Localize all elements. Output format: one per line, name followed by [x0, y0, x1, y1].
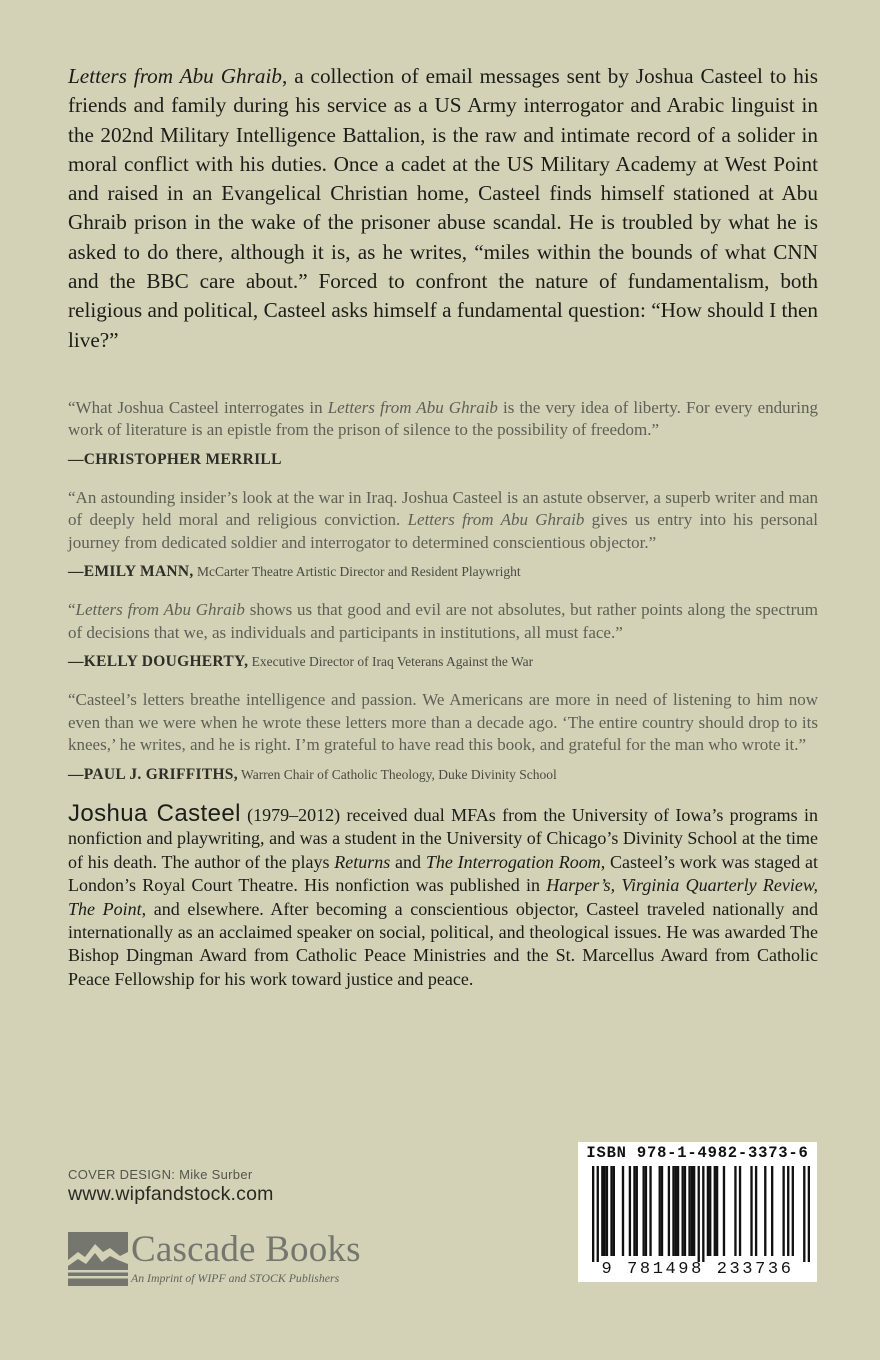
author-name: Joshua Casteel: [68, 799, 241, 827]
endorsements: [68, 397, 818, 784]
barcode-bar: [734, 1166, 736, 1256]
barcode-bar: [613, 1166, 615, 1256]
cover-design-credit: COVER DESIGN: Mike Surber: [68, 1167, 253, 1182]
barcode-bar: [659, 1166, 661, 1256]
barcode-bar: [642, 1166, 644, 1256]
barcode-bar: [675, 1166, 677, 1256]
barcode-bar: [610, 1166, 612, 1256]
barcode-bar: [698, 1166, 700, 1262]
endorsement-attribution: —CHRISTOPHER MERRILL: [68, 450, 282, 468]
barcode-bar: [597, 1166, 599, 1262]
back-cover-content: [68, 62, 818, 991]
endorsement-attribution: —PAUL J. GRIFFITHS, Warren Chair of Catholic Theology, Duke Divinity School: [68, 765, 557, 783]
barcode-bar: [782, 1166, 784, 1256]
barcode-bar: [603, 1166, 605, 1256]
barcode-bar: [661, 1166, 663, 1256]
barcode-bar: [803, 1166, 805, 1262]
barcode-bar: [601, 1166, 603, 1256]
mountain-logo-icon: [68, 1232, 128, 1286]
isbn-barcode-block: [578, 1142, 817, 1282]
barcode-bar: [764, 1166, 766, 1256]
barcode: [592, 1166, 810, 1262]
barcode-bar: [716, 1166, 718, 1256]
barcode-bar: [649, 1166, 651, 1256]
barcode-bar: [681, 1166, 683, 1256]
blurb-title: Letters from Abu Ghraib: [68, 64, 282, 88]
barcode-bar: [750, 1166, 752, 1256]
barcode-bar: [693, 1166, 695, 1256]
barcode-bar: [709, 1166, 711, 1256]
author-bio: Joshua Casteel (1979–2012) received dual MFAs from the University of Iowa’s programs in nonfiction and playwriting, and was a student in the University of Chicago’s Divinity School at the time of his death. The author of the plays Returns and The Interrogation Room, Casteel’s work was staged at London’s Royal Court Theatre. His nonfiction was published in Harper’s, Virginia Quarterly Review, The Point, and elsewhere. After becoming a conscientious objector, Casteel traveled nationally and internationally as an acclaimed speaker on social, political, and theological issues. He was awarded The Bishop Dingman Award from Catholic Peace Ministries and the St. Marcellus Award from Catholic Peace Fellowship for his work toward justice and peace.: [68, 799, 819, 989]
barcode-bar: [672, 1166, 674, 1256]
barcode-bar: [636, 1166, 638, 1256]
endorsement-text: “An astounding insider’s look at the war in Iraq. Joshua Casteel is an astute observer, a superb writer and man of deeply held moral and religious conviction. Letters from Abu Ghraib gives us entry into his personal journey from dedicated soldier and interrogator to determined conscientious objector.”: [68, 487, 818, 552]
endorsement: [68, 689, 818, 784]
endorsement-text: “What Joshua Casteel interrogates in Letters from Abu Ghraib is the very idea of liberty. For every enduring work of literature is an epistle from the prison of silence to the possibility of freedom.”: [68, 397, 819, 440]
isbn-label: ISBN 978-1-4982-3373-6: [586, 1144, 809, 1162]
endorsement-attribution: —KELLY DOUGHERTY, Executive Director of Iraq Veterans Against the War: [68, 653, 534, 671]
barcode-bar: [691, 1166, 693, 1256]
book-blurb: [68, 62, 818, 355]
publisher-website: www.wipfandstock.com: [68, 1183, 274, 1205]
barcode-bar: [739, 1166, 741, 1256]
publisher-tagline: An Imprint of WIPF and STOCK Publishers: [131, 1271, 340, 1285]
barcode-bar: [645, 1166, 647, 1256]
barcode-bar: [688, 1166, 690, 1256]
publisher-logo: [68, 1228, 408, 1290]
endorsement-text: “Letters from Abu Ghraib shows us that good and evil are not absolutes, but rather points along the spectrum of decisions that we, as individuals and participants in institutions, all must face.”: [68, 600, 818, 642]
barcode-bar: [622, 1166, 624, 1256]
barcode-bar: [714, 1166, 716, 1256]
barcode-bar: [592, 1166, 594, 1262]
endorsement: [68, 397, 818, 469]
barcode-digits: 9 781498 233736: [601, 1260, 794, 1279]
barcode-bar: [684, 1166, 686, 1256]
endorsement: [68, 487, 818, 582]
endorsement: [68, 599, 818, 671]
barcode-bar: [808, 1166, 810, 1262]
barcode-bar: [668, 1166, 670, 1256]
endorsement-attribution: —EMILY MANN, McCarter Theatre Artistic Director and Resident Playwright: [68, 563, 521, 581]
barcode-bar: [755, 1166, 757, 1256]
barcode-bar: [702, 1166, 704, 1262]
barcode-bar: [723, 1166, 725, 1256]
publisher-name: Cascade Books: [131, 1229, 361, 1270]
barcode-bar: [787, 1166, 789, 1256]
barcode-bar: [633, 1166, 635, 1256]
blurb-text: , a collection of email messages sent by Joshua Casteel to his friends and family during his service as a US Army interrogator and Arabic linguist in the 202nd Military Intelligence Battalion, is the raw and intimate record of a solider in moral conflict with his duties. Once a cadet at the US Military Academy at West Point and raised in an Evangelical Christian home, Casteel finds himself stationed at Abu Ghraib prison in the wake of the prisoner abuse scandal. He is troubled by what he is asked to do there, although it is, as he writes, “miles within the bounds of what CNN and the BBC care about.” Forced to confront the nature of fundamentalism, both religious and political, Casteel asks himself a fundamental question: “How should I then live?”: [68, 64, 818, 352]
barcode-bar: [677, 1166, 679, 1256]
barcode-bar: [707, 1166, 709, 1256]
barcode-bar: [606, 1166, 608, 1256]
barcode-bar: [792, 1166, 794, 1256]
credits: [68, 1167, 274, 1206]
endorsement-text: “Casteel’s letters breathe intelligence and passion. We Americans are more in need of listening to him now even than we were when he wrote these letters more than a decade ago. ‘The entire country should drop to its knees,’ he writes, and he is right. I’m grateful to have read this book, and grateful for the man who wrote it.”: [68, 690, 818, 755]
barcode-bar: [771, 1166, 773, 1256]
barcode-bar: [629, 1166, 631, 1256]
